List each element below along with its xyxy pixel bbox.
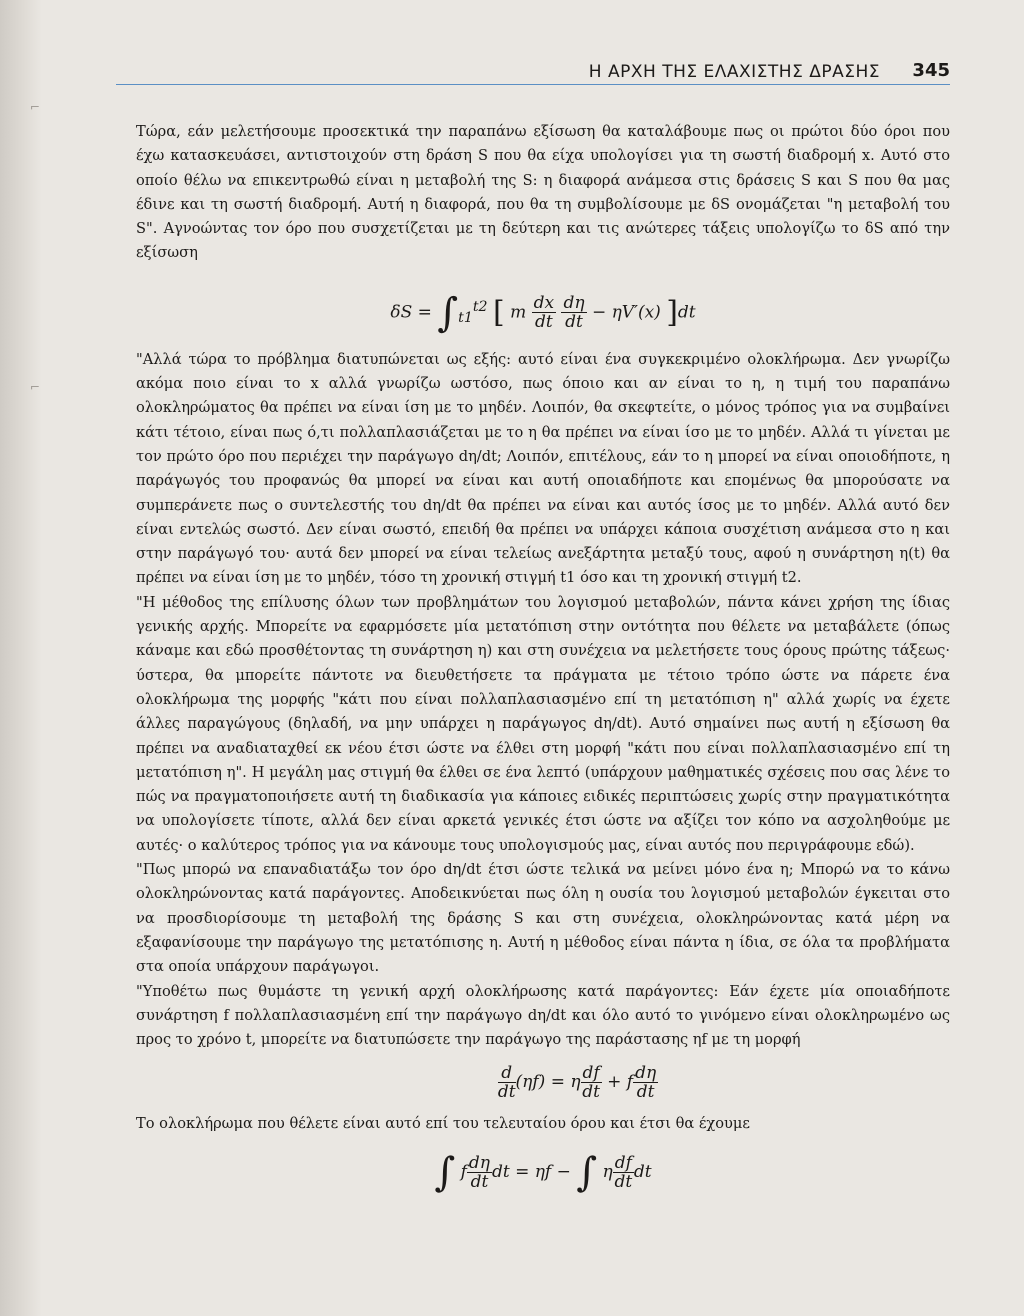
running-title: Η ΑΡΧΗ ΤΗΣ ΕΛΑΧΙΣΤΗΣ ΔΡΑΣΗΣ xyxy=(588,62,880,82)
fraction-df-dt: $\frac{df}{dt}$ xyxy=(614,1152,633,1192)
margin-pencil-mark: ⌐ xyxy=(30,100,41,114)
binding-shadow xyxy=(0,0,42,1316)
fraction-deta-dt: $\frac{d\eta}{dt}$ xyxy=(635,1063,657,1103)
right-bracket: ] xyxy=(666,294,678,330)
eq-differential: dt xyxy=(677,302,696,323)
fraction-deta-dt: $\frac{d\eta}{dt}$ xyxy=(563,293,585,333)
paragraph: Τώρα, εάν μελετήσουμε προσεκτικά την παραπάνω εξίσωση θα καταλάβουμε πως οι πρώτοι δύο όροι που έχω κατασκευάσει, αντιστοιχούν στη δράση S που θα είχα υπολογίσει για τη σωστή διαδρομή x. Αυτό στο οποίο θέλω να επικεντρωθώ είναι η μεταβολή της S: η διαφορά ανάμεσα στις δράσεις S και S που θα μας έδινε και τη σωστή διαδρομή. Αυτή η διαφορά, που θα τη συμβολίσουμε με δS ονομάζεται "η μεταβολή του S". Αγνοώντας τον όρο που συσχετίζεται με τη δεύτερη και τις ανώτερες τάξεις υπολογίζω το δS από την εξίσωση xyxy=(136,123,950,262)
fraction-deta-dt: $\frac{d\eta}{dt}$ xyxy=(468,1152,490,1192)
eq-lhs: δS = xyxy=(390,302,432,323)
integral-sign: ∫ xyxy=(576,1149,598,1196)
equation-product-rule xyxy=(136,1052,950,1112)
fraction-dx-dt: $\frac{dx}{dt}$ xyxy=(533,293,555,333)
integral-sign: ∫ xyxy=(434,1149,456,1196)
paragraph: Το ολοκλήρωμα που θέλετε είναι αυτό επί του τελευταίου όρου και έτσι θα έχουμε xyxy=(136,1115,750,1133)
integral-sign: ∫ xyxy=(437,289,459,336)
equation-delta-s xyxy=(136,266,950,348)
eq-differential: dt xyxy=(633,1161,652,1182)
eq-f: f xyxy=(460,1161,467,1182)
page-number: 345 xyxy=(912,60,950,81)
paragraph: "Υποθέτω πως θυμάστε τη γενική αρχή ολοκλήρωσης κατά παράγοντες: Εάν έχετε μία οποιαδήποτε συνάρτηση f πολλαπλασιασμένη επί την παράγωγο dη/dt και όλο αυτό το γινόμενο είναι ολοκληρωμένο ως προς το χρόνο t, μπορείτε να διατυπώσετε την παράγωγο της παράστασης ηf με τη μορφή xyxy=(136,982,950,1049)
eq-mass: m xyxy=(510,302,527,323)
paragraph: "Αλλά τώρα το πρόβλημα διατυπώνεται ως εξής: αυτό είναι ένα συγκεκριμένο ολοκλήρωμα. Δεν γνωρίζω ακόμα ποιο είναι το x αλλά γνωρίζω ωστόσο, πως όποιο και αν είναι το η, η τιμή του παραπάνω ολοκληρώματος θα πρέπει να είναι ίση με το μηδέν. Λοιπόν, θα σκεφτείτε, ο μόνος τρόπος για να συμβαίνει κάτι τέτοιο, είναι πως ό,τι πολλαπλασιάζεται με το η θα πρέπει να είναι ίσο με το μηδέν. Αλλά τι γίνεται με τον πρώτο όρο που περιέχει την παράγωγο dη/dt; Λοιπόν, επιτέλους, εάν το η μπορεί να είναι οποιοδήποτε, η παράγωγός του προφανώς θα μπορεί να είναι και αυτή οποιαδήποτε και επομένως θα μπορούσατε να συμπεράνετε πως ο συντελεστής του dη/dt θα πρέπει να είναι και αυτός ίσος με το μηδέν. Αλλά αυτό δεν είναι εντελώς σωστό. Δεν είναι σωστό, επειδή θα πρέπει να υπάρχει κάποια συσχέτιση ανάμεσα στο η και στην παράγωγό του· αυτά δεν μπορεί να είναι τελείως ανεξάρτητα μεταξύ τους, αφού η συνάρτηση η(t) θα πρέπει να είναι ίση με το μηδέν, τόσο τη χρονική στιγμή t1 όσο και τη χρονική στιγμή t2. xyxy=(136,350,950,587)
paragraph: "Η μέθοδος της επίλυσης όλων των προβλημάτων του λογισμού μεταβολών, πάντα κάνει χρήση της ίδιας γενικής αρχής. Μπορείτε να εφαρμόσετε μία μετατόπιση στην οντότητα που θέλετε να μεταβάλετε (όπως κάναμε και εδώ προσθέτοντας τη συνάρτηση η) και στη συνέχεια να μελετήσετε τους όρους πρώτης τάξεως· ύστερα, θα μπορείτε πάντοτε να διευθετήσετε τα πράγματα με τέτοιο τρόπο ώστε να πάρετε ένα ολοκλήρωμα της μορφής "κάτι που είναι πολλαπλασιασμένο επί τη μετατόπιση η" αλλά χωρίς να έχετε άλλες παραγώγους (δηλαδή, να μην υπάρχει η παράγωγος dη/dt). Αυτό σημαίνει πως αυτή η εξίσωση θα πρέπει να αναδιαταχθεί εκ νέου έτσι ώστε να έλθει στη μορφή "κάτι που είναι πολλαπλασιασμένο επί τη μετατόπιση η". Η μεγάλη μας στιγμή θα έλθει σε ένα λεπτό (υπάρχουν μαθηματικές σχέσεις που σας λένε το πώς να πραγματοποιήσετε αυτή τη διαδικασία για κάποιες ειδικές περιπτώσεις χωρίς στην πραγματικότητα να υπολογίσετε τίποτε, αλλά δεν είναι αρκετά γενικές έτσι ώστε να αξίζει τον κόπο να ασχοληθούμε με αυτές· ο καλύτερος τρόπος για να κάνουμε τους υπολογισμούς μας, είναι αυτός που περιγράφουμε εδώ). xyxy=(136,593,950,854)
eq-upper-limit: t2 xyxy=(472,298,488,315)
fraction-df-dt: $\frac{df}{dt}$ xyxy=(582,1063,600,1103)
page-body xyxy=(136,120,950,1207)
eq-middle: (ηf) = η xyxy=(515,1072,581,1093)
eq-lower-limit: t1 xyxy=(458,309,473,326)
eq-eta: η xyxy=(602,1161,613,1182)
fraction-d-dt: $\frac{d}{dt}$ xyxy=(497,1063,516,1103)
equation-integration-by-parts xyxy=(136,1137,950,1207)
eq-middle: dt = ηf − xyxy=(491,1161,571,1182)
paragraph: "Πως μπορώ να επαναδιατάξω τον όρο dη/dt έτσι ώστε τελικά να μείνει μόνο ένα η; Μπορώ να το κάνω ολοκληρώνοντας κατά παράγοντες. Αποδεικνύεται πως όλη η ουσία του λογισμού μεταβολών έγκειται στο να προσδιορίσουμε τη μεταβολή της δράσης S και στη συνέχεια, ολοκληρώνοντας κατά μέρη να εξαφανίσουμε την παράγωγο της μετατόπισης η. Αυτή η μέθοδος είναι πάντα η ίδια, σε όλα τα προβλήματα στα οποία υπάρχουν παράγωγοι. xyxy=(136,861,950,976)
running-header xyxy=(136,58,950,86)
eq-potential-term: − ηV′(x) xyxy=(591,302,661,323)
eq-plus-f: + f xyxy=(607,1072,634,1093)
margin-pencil-mark: ⌐ xyxy=(30,380,41,394)
left-bracket: [ xyxy=(492,294,505,330)
